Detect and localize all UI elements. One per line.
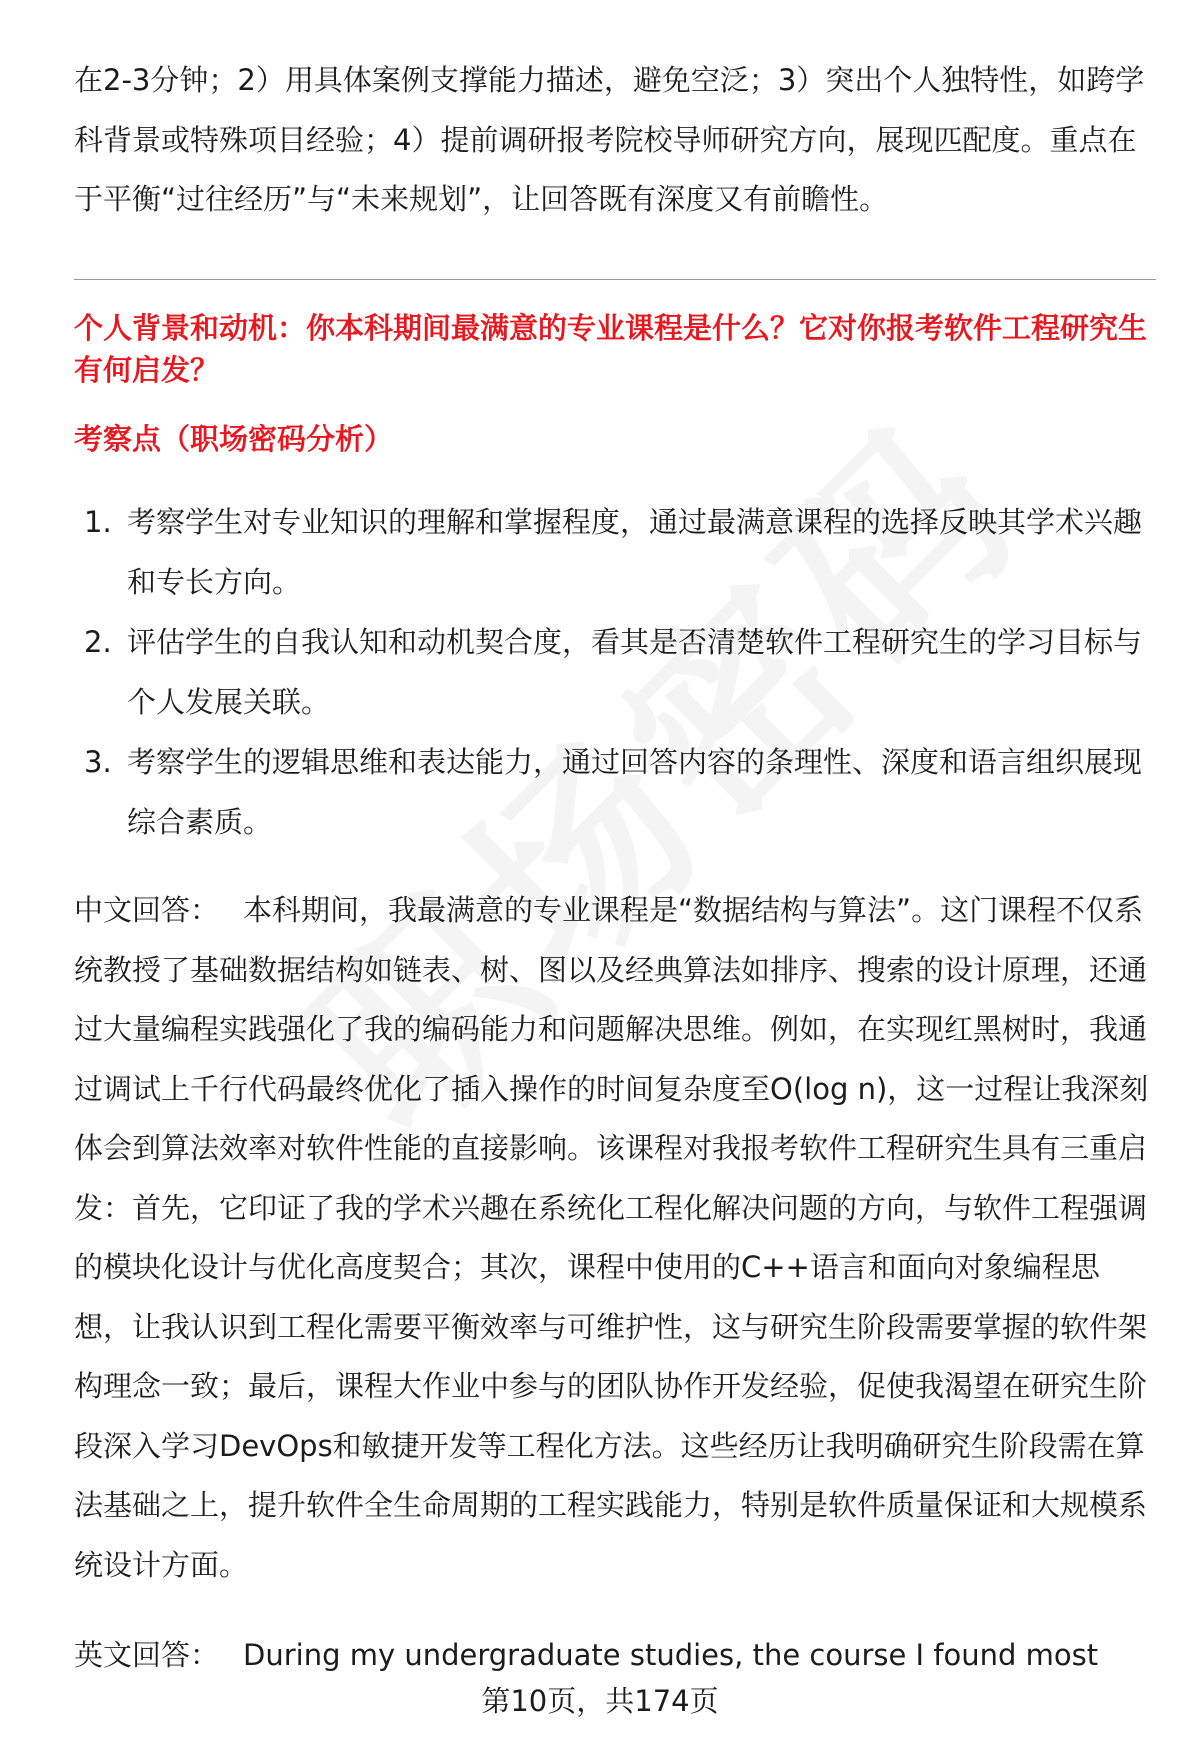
list-item-text: 考察学生的逻辑思维和表达能力，通过回答内容的条理性、深度和语言组织展现综合素质。	[127, 745, 1143, 839]
list-item	[74, 612, 1156, 732]
assessment-points-list	[74, 492, 1156, 852]
list-item-number: 2.	[84, 625, 112, 659]
page-footer: 第10页，共174页	[481, 1684, 719, 1718]
list-item-number: 1.	[84, 505, 112, 539]
list-item-number: 3.	[84, 745, 112, 779]
list-item-text: 评估学生的自我认知和动机契合度，看其是否清楚软件工程研究生的学习目标与个人发展关联。	[127, 625, 1143, 719]
english-answer	[74, 1625, 1156, 1685]
question-heading: 个人背景和动机：你本科期间最满意的专业课程是什么？它对你报考软件工程研究生有何启发？	[74, 311, 1148, 387]
list-item	[74, 732, 1156, 852]
chinese-answer-label: 中文回答：	[74, 893, 220, 927]
english-answer-text: During my undergraduate studies, the course I found most	[243, 1638, 1099, 1672]
intro-paragraph: 在2-3分钟；2）用具体案例支撑能力描述，避免空泛；3）突出个人独特性，如跨学科背景或特殊项目经验；4）提前调研报考院校导师研究方向，展现匹配度。重点在于平衡“过往经历”与“未来规划”，让回答既有深度又有前瞻性。	[74, 63, 1145, 216]
chinese-answer	[74, 881, 1156, 1595]
list-item-text: 考察学生对专业知识的理解和掌握程度，通过最满意课程的选择反映其学术兴趣和专长方向。	[127, 505, 1143, 599]
list-item	[74, 492, 1156, 612]
english-answer-label: 英文回答：	[74, 1638, 220, 1672]
chinese-answer-text: 本科期间，我最满意的专业课程是“数据结构与算法”。这门课程不仅系统教授了基础数据结构如链表、树、图以及经典算法如排序、搜索的设计原理，还通过大量编程实践强化了我的编码能力和问题解决思维。例如，在实现红黑树时，我通过调试上千行代码最终优化了插入操作的时间复杂度至O(log n)，这一过程让我深刻体会到算法效率对软件性能的直接影响。该课程对我报考软件工程研究生具有三重启发：首先，它印证了我的学术兴趣在系统化工程化解决问题的方向，与软件工程强调的模块化设计与优化高度契合；其次，课程中使用的C++语言和面向对象编程思想，让我认识到工程化需要平衡效率与可维护性，这与研究生阶段需要掌握的软件架构理念一致；最后，课程大作业中参与的团队协作开发经验，促使我渴望在研究生阶段深入学习DevOps和敏捷开发等工程化方法。这些经历让我明确研究生阶段需在算法基础之上，提升软件全生命周期的工程实践能力，特别是软件质量保证和大规模系统设计方面。	[74, 893, 1149, 1582]
section-divider	[74, 279, 1156, 280]
assessment-subheading: 考察点（职场密码分析）	[74, 422, 394, 456]
